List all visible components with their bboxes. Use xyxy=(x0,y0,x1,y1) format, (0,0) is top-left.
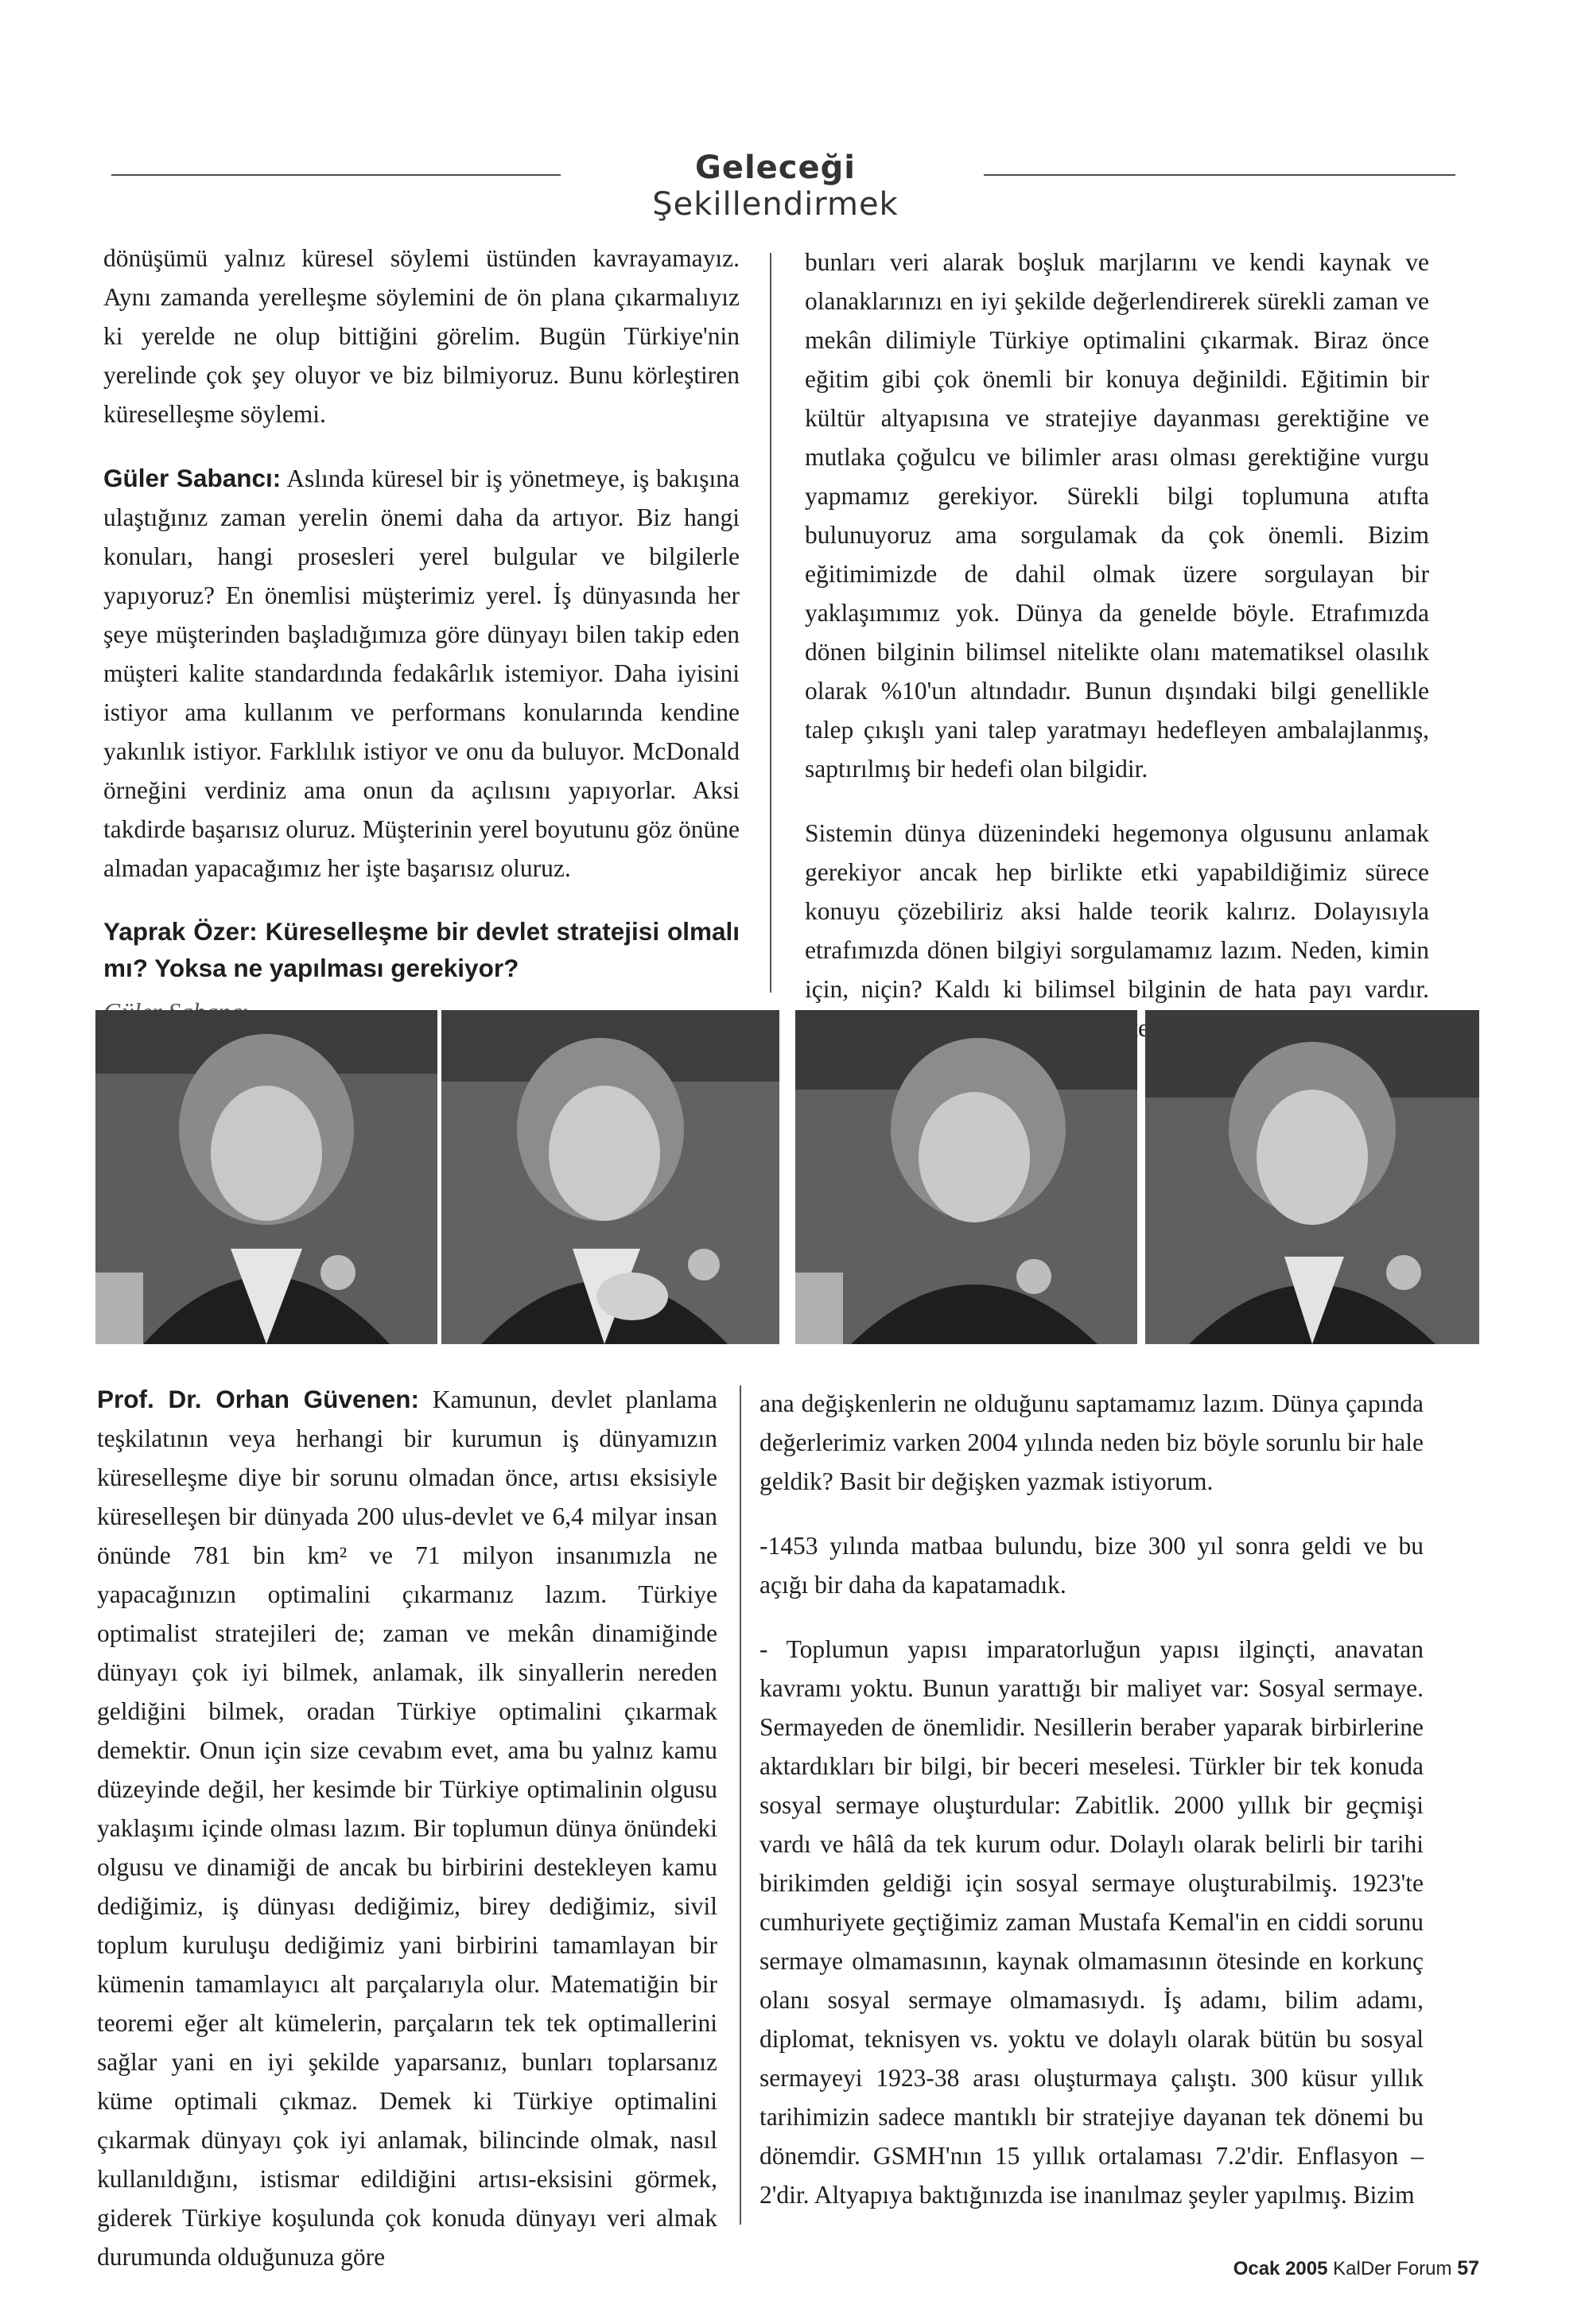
bottom-right-column xyxy=(759,1384,1424,2240)
paragraph: Sistemin dünya düzenindeki hegemonya olgusunu anlamak gerekiyor ancak hep birlikte etki yapabildiğimiz sürece konuyu çözebiliriz aksi halde teorik kalırız. Dolayısıyla etrafımızda dönen bilgiyi sorgulamamız lazım. Neden, kimin için, niçin? Kaldı ki bilimsel bilginin de hata payı vardır. sistemi xyxy=(805,819,1429,1042)
speaker-name: Prof. Dr. Orhan Güvenen: xyxy=(97,1385,419,1413)
column-divider xyxy=(740,1385,741,2225)
photo-speaker-4 xyxy=(1145,1010,1479,1344)
top-right-column xyxy=(805,243,1429,1073)
interview-question: Yaprak Özer: Küreselleşme bir devlet stratejisi olmalı mı? Yoksa ne yapılması gerekiyor? xyxy=(103,917,740,982)
paragraph: dönüşümü yalnız küresel söylemi üstünden kavrayamayız. Aynı zamanda yerelleşme söylemini de ön plana çıkarmalıyız ki yerelde ne olup bittiğini görelim. Bugün Türkiye'nin yerelinde çok şey oluyor ve biz bilmiyoruz. Bunu körleştiren küreselleşme söylemi. xyxy=(103,244,740,428)
paragraph xyxy=(97,1380,717,2276)
page-number: 57 xyxy=(1457,2257,1479,2279)
speaker-name: Güler Sabancı: xyxy=(103,464,282,492)
paragraph: ana değişkenlerin ne olduğunu saptamamız lazım. Dünya çapında değerlerimiz varken 2004 yılında neden biz böyle sorunlu bir hale geldik? Basit bir değişken yazmak istiyorum. xyxy=(759,1389,1424,1495)
photo-image xyxy=(95,1010,437,1344)
section-title-rest: Şekillendirmek xyxy=(652,186,899,223)
speaker-text: Kamunun, devlet planlama teşkilatının veya herhangi bir kurumun iş dünyamızın küreselleşme diye bir sorunu olmadan önce, artısı eksisiyle küreselleşen bir dünyada 200 ulus-devlet ve 6,4 milyar insan önünde 781 bin km² ve 71 milyon insanımızla ne yapacağınızın optimalini çıkarmanız lazım. Türkiye optimalist stratejileri de; zaman ve mekân dinamiğinde dünyayı çok iyi bilmek, anlamak, ilk sinyallerin nereden geldiğini bilmek, oradan Türkiye optimalini çıkarmak demektir. Onun için size cevabım evet, ama bu yalnız kamu düzeyinde değil, her kesimde bir Türkiye optimalinin olgusu yaklaşımı içinde olması lazım. Bir toplumun dünya önündeki olgusu ve dinamiği de ancak bu birbirini destekleyen kamu dediğimiz, iş dünyası dediğimiz, birey dediğimiz, sivil toplum kuruluşu dediğimiz yani birbirini tamamlayan bir kümenin tamamlayıcı alt parçalarıyla olur. Matematiğin bir teoremi eğer alt kümelerin, parçaların tek tek optimallerini sağlar yani en iyi şekilde yaparsanız, bunları toplarsanız küme optimali çıkmaz. Demek ki Türkiye optimalini çıkarmak dünyayı çok iyi anlamak, bilincinde olmak, nasıl kullanıldığını, istismar edildiğini artısı-eksisini görmek, giderek Türkiye koşulunda çok konuda dünyayı veri almak durumunda olduğunuza göre xyxy=(97,1385,717,2271)
bottom-left-column xyxy=(97,1380,717,2302)
photo-image xyxy=(441,1010,779,1344)
page-footer xyxy=(1145,2257,1479,2280)
photo-speaker-2 xyxy=(441,1010,779,1344)
header-rule-right xyxy=(984,174,1455,176)
column-divider xyxy=(770,253,771,993)
section-title-bold: Geleceği xyxy=(695,150,856,186)
speaker-text: Aslında küresel bir iş yönetmeye, iş bakışına ulaştığınız zaman yerelin önemi daha da artıyor. Biz hangi konuları, hangi prosesleri yerel bulgular ve bilgilerle yapıyoruz? En önemlisi müşterimiz yerel. İş dünyasında her şeye müşterinden başladığımıza göre dünyayı bilen takip eden müşteri kalite standardında fedakârlık istemiyor. Daha iyisini istiyor ama kullanım ve performans konularında kendine yakınlık istiyor. Farklılık istiyor ve onu da buluyor. McDonald örneğini verdiniz ama onun da açılısını yapıyorlar. Aksi takdirde başarısız oluruz. Müşterinin yerel boyutunu göz önüne almadan yapacağımız her işte başarısız oluruz. xyxy=(103,464,740,882)
photo-speaker-3 xyxy=(795,1010,1137,1344)
running-header xyxy=(111,143,1455,223)
top-left-column xyxy=(103,239,740,1032)
footer-date: Ocak 2005 xyxy=(1233,2258,1328,2279)
paragraph: - Toplumun yapısı imparatorluğun yapısı ilginçti, anavatan kavramı yoktu. Bunun yarattığı bir maliyet var: Sosyal sermaye. Sermayeden de önemlidir. Nesillerin beraber yaparak birbirlerine aktardıkları bir bilgi, bir beceri meselesi. Türkler bir tek konuda sosyal sermaye oluşturdular: Zabitlik. 2000 yıllık bir geçmişi vardı ve hâlâ da tek kurum odur. Dolaylı olarak belirli bir tarihi birikimden geldiği için sosyal sermaye oluşturabilmiş. 1923'te cumhuriyete geçtiğimiz zaman Mustafa Kemal'in en ciddi sorunu sermaye olmamasının, kaynak olmamasının ötesinde en korkunç olanı sosyal sermaye olmamasıydı. İş adamı, bilim adamı, diplomat, teknisyen vs. yoktu ve dolaylı olarak bütün bu sosyal sermayeyi 1923-38 arası oluşturmaya çalıştı. 300 küsur yıllık tarihimizin sadece mantıklı bir stratejiye dayanan tek dönemi bu dönemdir. GSMH'nın 15 yıllık ortalaması 7.2'dir. Enflasyon –2'dir. Altyapıya baktığınızda ise inanılmaz şeyler yapılmış. Bizim xyxy=(759,1635,1424,2209)
paragraph: bunları veri alarak boşluk marjlarını ve kendi kaynak ve olanaklarınızı en iyi şekilde değerlendirerek sürekli zaman ve mekân dilimiyle Türkiye optimalini çıkarmak. Biraz önce eğitim gibi çok önemli bir konuya değinildi. Eğitimin bir kültür altyapısına ve stratejiye dayanması gerektiğine ve mutlaka çoğulcu ve bilimler arası olması gerektiğine vurgu yapmamız gerekiyor. Sürekli bilgi toplumuna atıfta bulunuyoruz ama sorgulamak da çok önemli. Bizim eğitimimizde de dahil olmak üzere sorgulayan bir yaklaşımımız yok. Dünya da genelde böyle. Etrafımızda dönen bilginin bilimsel nitelikte olanı matematiksel olasılık olarak %10'un altındadır. Bunun dışındaki bilgi genellikle talep çıkışlı yani talep yaratmayı hedefleyen ambalajlanmış, saptırılmış bir hedefi olan bilgidir. xyxy=(805,248,1429,783)
paragraph xyxy=(103,459,740,888)
paragraph: -1453 yılında matbaa bulundu, bize 300 yıl sonra geldi ve bu açığı bir daha da kapatamadık. xyxy=(759,1532,1424,1599)
photo-image xyxy=(1145,1010,1479,1344)
footer-publication: KalDer Forum xyxy=(1333,2258,1452,2279)
header-rule-left xyxy=(111,174,561,176)
section-title xyxy=(581,150,970,223)
photo-image xyxy=(795,1010,1137,1344)
photo-speaker-1 xyxy=(95,1010,437,1344)
